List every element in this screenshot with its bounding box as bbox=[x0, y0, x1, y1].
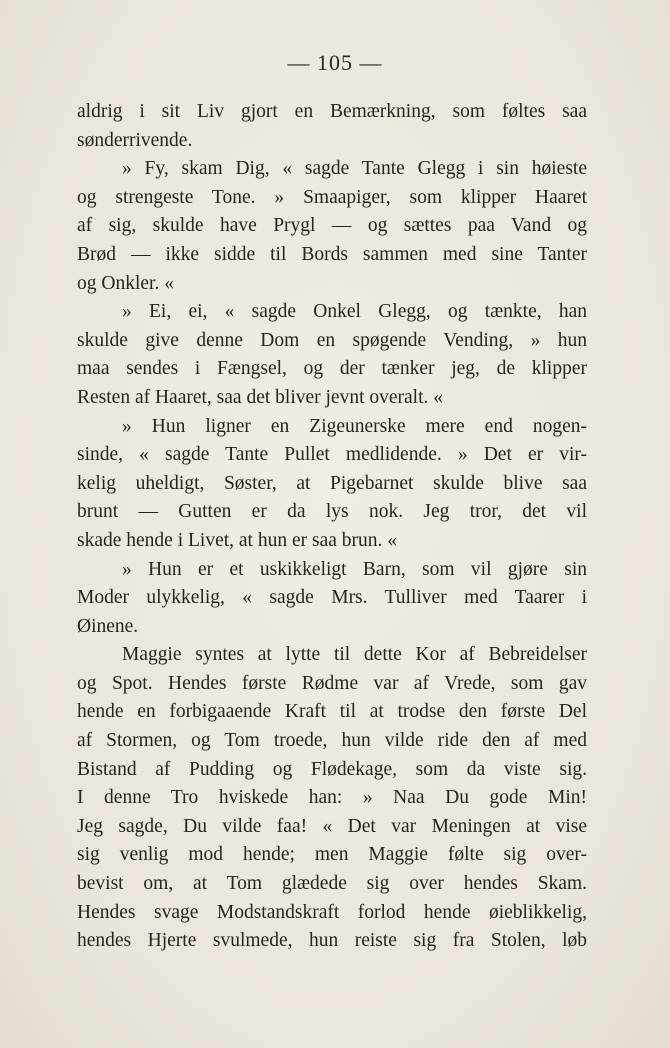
text-line: Moder ulykkelig, « sagde Mrs. Tulliver med Taarer i bbox=[77, 587, 587, 609]
text-line: » Hun ligner en Zigeunerske mere end nogen- bbox=[122, 415, 587, 437]
text-line: maa sendes i Fængsel, og der tænker jeg, de klipper bbox=[77, 358, 587, 380]
text-line: I denne Tro hviskede han: » Naa Du gode Min! bbox=[77, 787, 587, 809]
body-text bbox=[77, 98, 587, 956]
text-line: og strengeste Tone. » Smaapiger, som klipper Haaret bbox=[77, 186, 587, 208]
text-line: og Onkler. « bbox=[77, 272, 174, 294]
text-line: aldrig i sit Liv gjort en Bemærkning, som føltes saa bbox=[77, 101, 587, 122]
text-line: Hendes svage Modstandskraft forlod hende øieblikkelig, bbox=[77, 901, 587, 923]
text-line: kelig uheldigt, Søster, at Pigebarnet skulde blive saa bbox=[77, 472, 587, 494]
text-line: hende en forbigaaende Kraft til at trodse den første Del bbox=[77, 701, 587, 723]
text-line: Resten af Haaret, saa det bliver jevnt overalt. « bbox=[77, 386, 444, 408]
text-line: » Fy, skam Dig, « sagde Tante Glegg i sin høieste bbox=[122, 158, 587, 180]
text-line: skulde give denne Dom en spøgende Vending, » hun bbox=[77, 329, 587, 351]
text-line: hendes Hjerte svulmede, hun reiste sig fra Stolen, løb bbox=[77, 930, 587, 952]
text-line: Maggie syntes at lytte til dette Kor af Bebreidelser bbox=[122, 644, 587, 666]
text-line: skade hende i Livet, at hun er saa brun. « bbox=[77, 529, 398, 551]
text-line: sønderrivende. bbox=[77, 129, 193, 151]
text-line: bevist om, at Tom glædede sig over hendes Skam. bbox=[77, 873, 587, 895]
text-line: Brød — ikke sidde til Bords sammen med sine Tanter bbox=[77, 243, 587, 265]
text-line: sinde, « sagde Tante Pullet medlidende. » Det er vir- bbox=[77, 444, 587, 466]
text-line: af sig, skulde have Prygl — og sættes paa Vand og bbox=[77, 215, 587, 237]
text-line: » Ei, ei, « sagde Onkel Glegg, og tænkte, han bbox=[122, 301, 587, 323]
page-number: — 105 — bbox=[287, 50, 383, 75]
text-line: Jeg sagde, Du vilde faa! « Det var Meningen at vise bbox=[77, 815, 587, 837]
text-line: Øinene. bbox=[77, 615, 139, 637]
text-line: af Stormen, og Tom troede, hun vilde ride den af med bbox=[77, 730, 587, 752]
text-line: og Spot. Hendes første Rødme var af Vrede, som gav bbox=[77, 672, 587, 694]
text-line: sig venlig mod hende; men Maggie følte sig over- bbox=[77, 844, 587, 866]
text-line: brunt — Gutten er da lys nok. Jeg tror, det vil bbox=[77, 501, 587, 523]
text-line: Bistand af Pudding og Flødekage, som da viste sig. bbox=[77, 758, 587, 780]
text-line: » Hun er et uskikkeligt Barn, som vil gjøre sin bbox=[122, 558, 587, 580]
